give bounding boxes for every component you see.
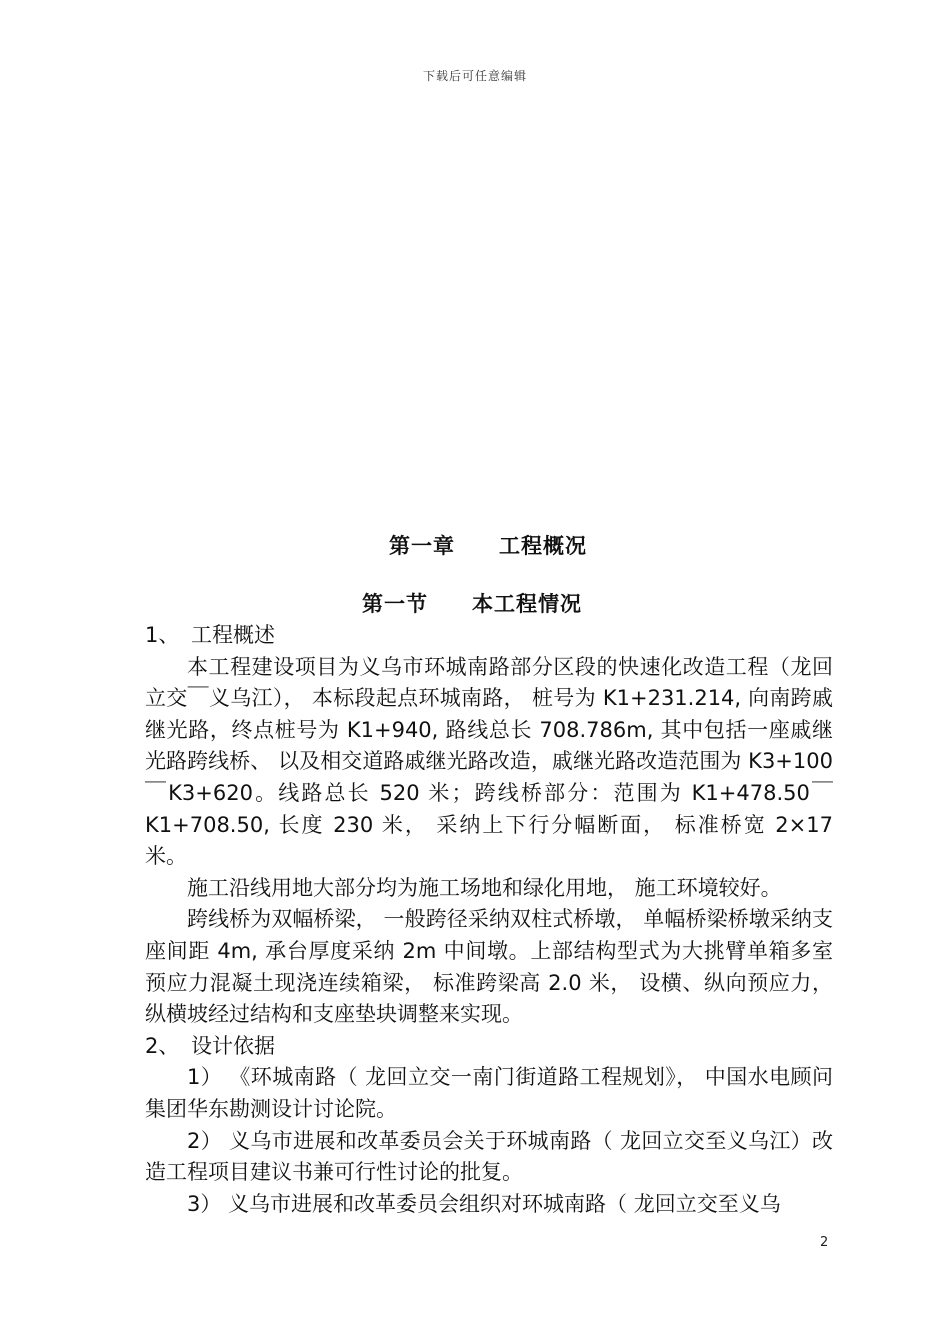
item2-number: 2、 [145,1033,180,1058]
paragraph: 2） 义乌市进展和改革委员会关于环城南路（ 龙回立交至义乌江）改造工程项目建议书兼可行性讨论的批复。 [145,1128,833,1185]
paragraph: 跨线桥为双幅桥梁， 一般跨径采纳双柱式桥墩， 单幅桥梁桥墩采纳支座间距 4m, 承台厚度采纳 2m 中间墩。上部结构型式为大挑臂单箱多室预应力混凝土现浇连续箱梁， 标准跨梁高 2.0 米， 设横、纵向预应力，纵横坡经过结构和支座垫块调整来实现。 [145,907,833,1027]
header-note: 下载后可任意编辑 [422,69,527,83]
item2-title: 设计依据 [191,1033,275,1058]
section-title: 第一节 本工程情况 [362,592,582,616]
paragraph: 3） 义乌市进展和改革委员会组织对环城南路（ 龙回立交至义乌 [187,1191,781,1216]
paragraph: 1） 《环城南路（ 龙回立交一南门街道路工程规划》， 中国水电顾问集团华东勘测设计讨论院。 [145,1065,833,1121]
document-body [145,620,833,1220]
paragraph: 本工程建设项目为义乌市环城南路部分区段的快速化改造工程（龙回立交￣义乌江）， 本标段起点环城南路， 桩号为 K1+231.214, 向南跨戚继光路，终点桩号为 K1+940, 路线总长 708.786m, 其中包括一座戚继光路跨线桥、 以及相交道路戚继光路改造，戚继光路改造范围为 K3+100￣K3+620。线路总长 520 米；跨线桥部分：范围为 K1+478.50￣K1+708.50, 长度 230 米， 采纳上下行分幅断面， 标准桥宽 2×17 米。 [145,654,833,869]
chapter-title: 第一章 工程概况 [389,534,587,558]
item1-title: 工程概述 [191,623,275,647]
item2-heading [145,1031,833,1063]
paragraph: 施工沿线用地大部分均为施工场地和绿化用地， 施工环境较好。 [187,875,782,900]
item1-heading [145,620,833,652]
page-number: 2 [820,1235,829,1250]
item1-number: 1、 [145,623,180,647]
